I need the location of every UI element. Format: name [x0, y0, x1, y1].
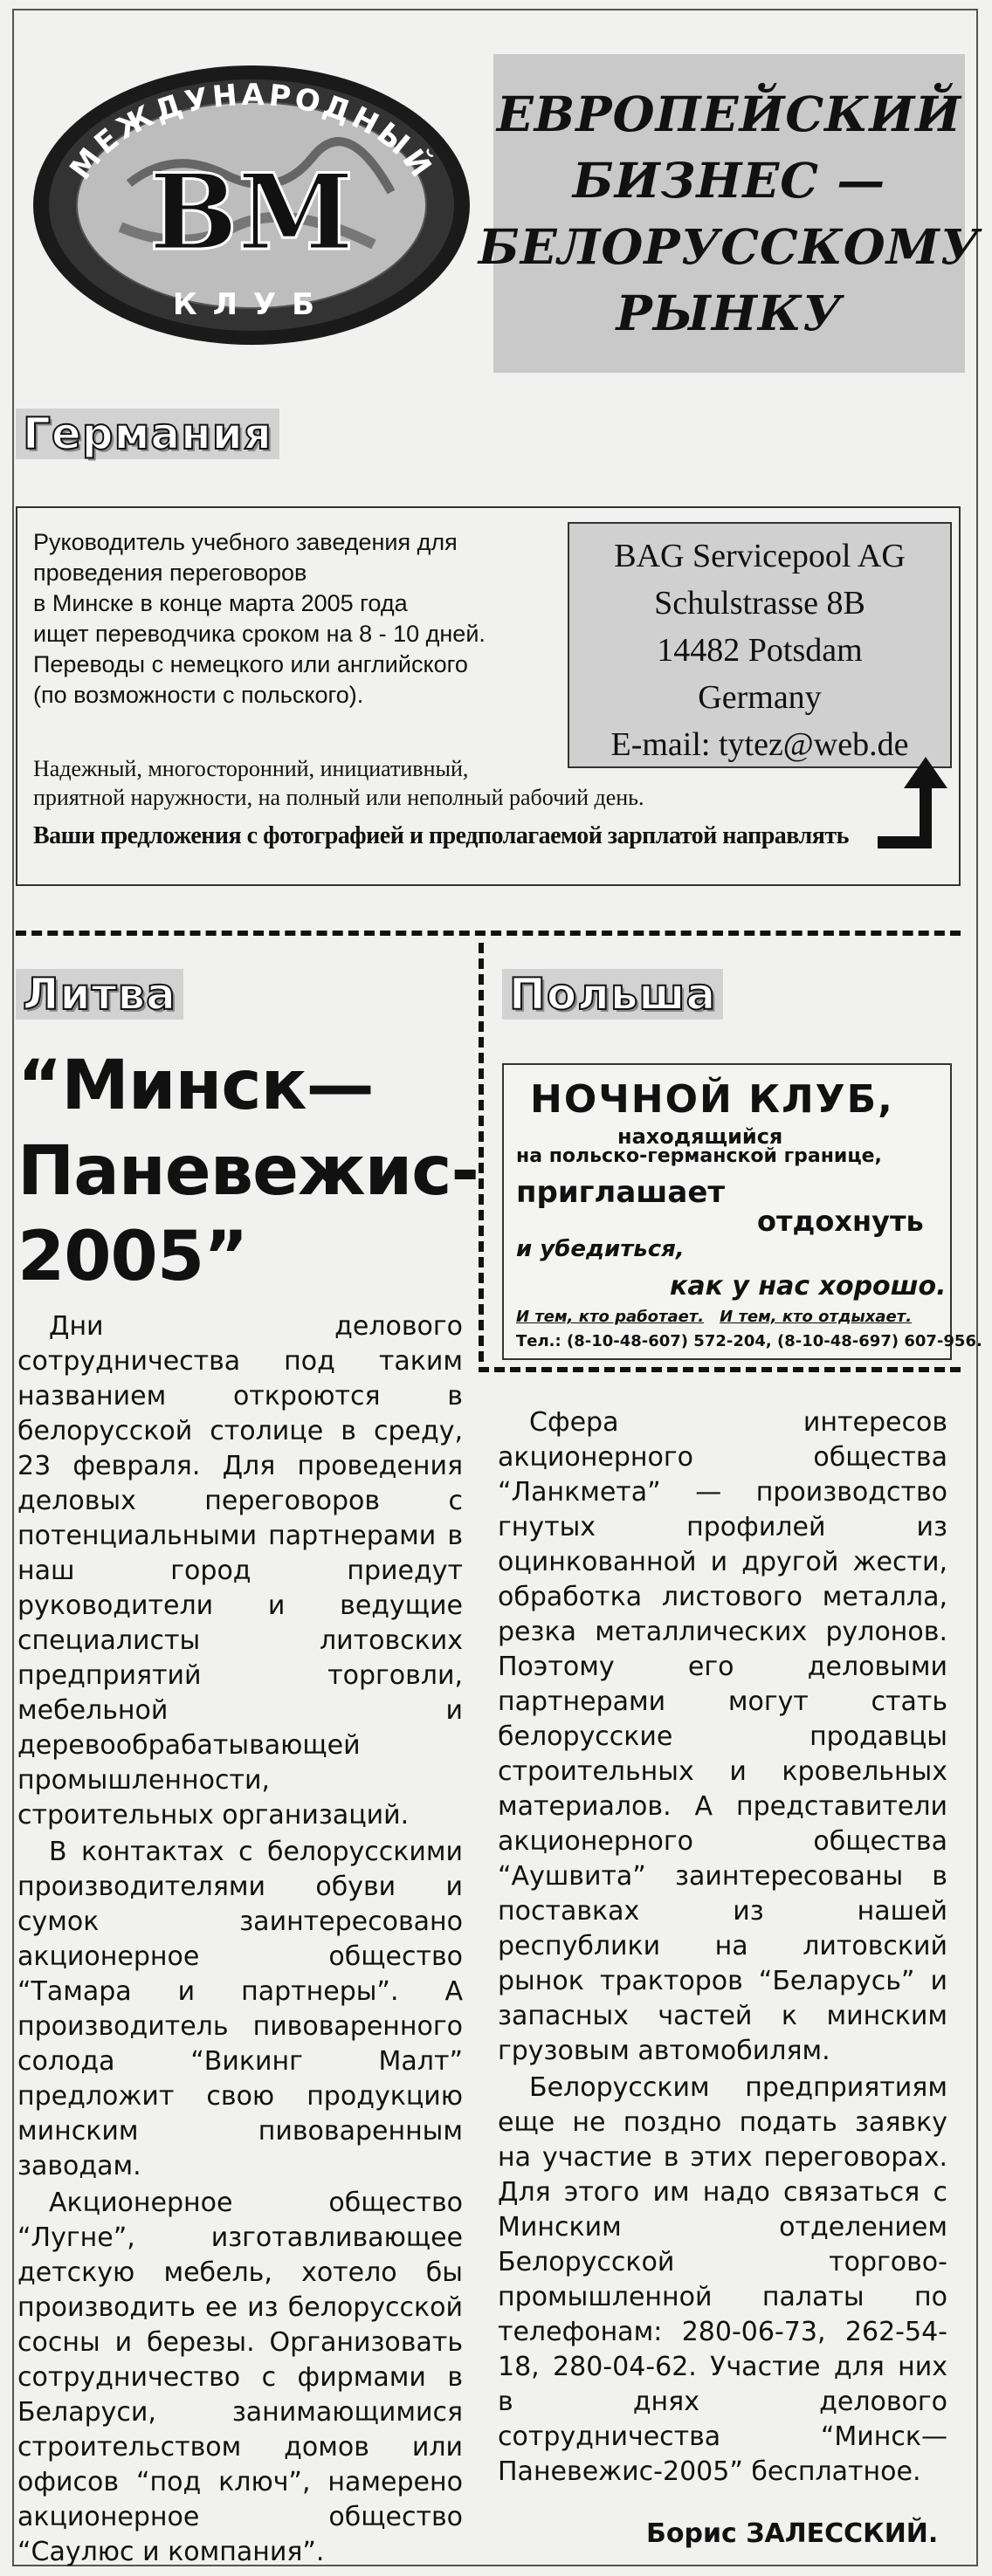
logo-monogram: ВМ — [148, 151, 355, 274]
contact-street: Schulstrasse 8B — [654, 585, 865, 622]
article-column-left — [17, 1309, 463, 2572]
ad-line: Переводы с немецкого или английского — [33, 651, 468, 677]
section-heading-poland: Польша — [502, 969, 723, 1020]
contact-company: BAG Servicepool AG — [614, 538, 906, 574]
article-paragraph: Белорусским предприятиям еще не поздно подать заявку на участие в этих переговорах. Для этого им надо связаться с Минским отделением Белорусской торгово-промышленной палаты по телефонам: 280-06-73, 262-54-18, 280-04-62. Участие для них в днях делового сотрудничества “Минск—Паневежис-2005” бесплатное. — [498, 2072, 947, 2487]
nightclub-ad-phones: Тел.: (8-10-48-607) 572-204, (8-10-48-697) 607-956. — [516, 1332, 982, 1350]
article-title — [17, 1043, 479, 1300]
reply-arrow-icon — [873, 755, 952, 855]
nightclub-ad-title: НОЧНОЙ КЛУБ, — [530, 1077, 894, 1122]
nightclub-ad-line: на польско-германской границе, — [516, 1145, 882, 1167]
germany-ad-extra — [33, 754, 871, 812]
contact-country: Germany — [698, 679, 822, 716]
ad-line: Руководитель учебного заведения для — [33, 529, 458, 555]
article-title-line: “Минск— — [17, 1047, 374, 1125]
headline-line: БИЗНЕС — — [572, 151, 886, 209]
nightclub-ad-line: находящийся — [617, 1124, 783, 1149]
section-divider — [16, 931, 961, 936]
headline-line: РЫНКУ — [616, 284, 843, 341]
article-column-right — [498, 1405, 947, 2491]
article-paragraph: Дни делового сотрудничества под таким названием откроются в белорусской столице в среду, 23 февраля. Для проведения деловых переговоров с потенциальными партнерами в наш город приедут руководители и ведущие специалисты литовских предприятий торговли, мебельной и деревообрабатывающей промышленности, строительных организаций. — [17, 1311, 463, 1831]
nightclub-ad-line: и убедиться, — [516, 1236, 685, 1262]
nightclub-ad-taglines — [516, 1308, 927, 1326]
headline-box — [478, 54, 981, 373]
ad-line: ищет переводчика сроком на 8 - 10 дней. — [33, 621, 486, 647]
germany-ad-text — [33, 527, 575, 711]
headline-line: БЕЛОРУССКОМУ — [478, 217, 981, 275]
germany-ad — [16, 506, 961, 886]
nightclub-ad-line: как у нас хорошо. — [670, 1271, 947, 1302]
contact-city: 14482 Potsdam — [657, 632, 863, 669]
section-divider — [479, 1367, 961, 1372]
club-logo — [24, 52, 479, 349]
ad-line: проведения переговоров — [33, 560, 307, 586]
ad-line: в Минске в конце марта 2005 года — [33, 590, 408, 616]
nightclub-ad-line: отдохнуть — [757, 1205, 924, 1238]
headline-line: ЕВРОПЕЙСКИЙ — [496, 85, 962, 142]
contact-box — [568, 522, 952, 768]
section-heading-lithuania: Литва — [16, 969, 183, 1020]
ad-line: Надежный, многосторонний, инициативный, — [33, 756, 469, 781]
byline: Борис ЗАЛЕССКИЙ. — [646, 2518, 939, 2549]
article-paragraph: Акционерное общество “Лугне”, изготавливающее детскую мебель, хотело бы производить ее из белорусской сосны и березы. Организовать сотрудничество с фирмами в Беларуси, занимающимися строительством домов или офисов “под ключ”, намерено акционерное общество “Саулюс и компания”. — [17, 2188, 463, 2567]
ad-line: приятной наружности, на полный или неполный рабочий день. — [33, 785, 644, 810]
logo-arc-text: МЕЖДУНАРОДНЫЙ — [63, 77, 440, 187]
article-paragraph: Сфера интересов акционерного общества “Ланкмета” — производство гнутых профилей из оцинкованной и другой жести, обработка листового металла, резка металлических рулонов. Поэтому его деловыми партнерами могут стать белорусские продавцы строительных и кровельных материалов. А представители акционерного общества “Аушвита” заинтересованы в поставках из нашей республики на литовский рынок тракторов “Беларусь” и запасных частей к минским грузовым автомобилям. — [498, 1407, 947, 2066]
logo-bottom-text: КЛУБ — [172, 287, 331, 322]
nightclub-ad — [502, 1063, 982, 1360]
nightclub-ad-line: приглашает — [516, 1175, 726, 1210]
article-title-line: 2005” — [17, 1218, 248, 1296]
ad-line: (по возможности с польского). — [33, 682, 364, 708]
contact-email: E-mail: tytez@web.de — [610, 726, 909, 763]
nightclub-ad-tag: И тем, кто отдыхает. — [720, 1308, 913, 1326]
article-paragraph: В контактах с белорусскими производителями обуви и сумок заинтересовано акционерное общество “Тамара и партнеры”. А производитель пивоваренного солода “Викинг Малт” предложит свою продукцию минским пивоваренным заводам. — [17, 1837, 463, 2181]
section-heading-germany: Германия — [16, 409, 279, 459]
nightclub-ad-tag: И тем, кто работает. — [516, 1308, 705, 1326]
column-divider — [479, 943, 484, 1362]
germany-ad-note: Ваши предложения с фотографией и предполагаемой зарплатой направлять — [33, 822, 849, 849]
article-title-line: Паневежис- — [17, 1132, 479, 1211]
